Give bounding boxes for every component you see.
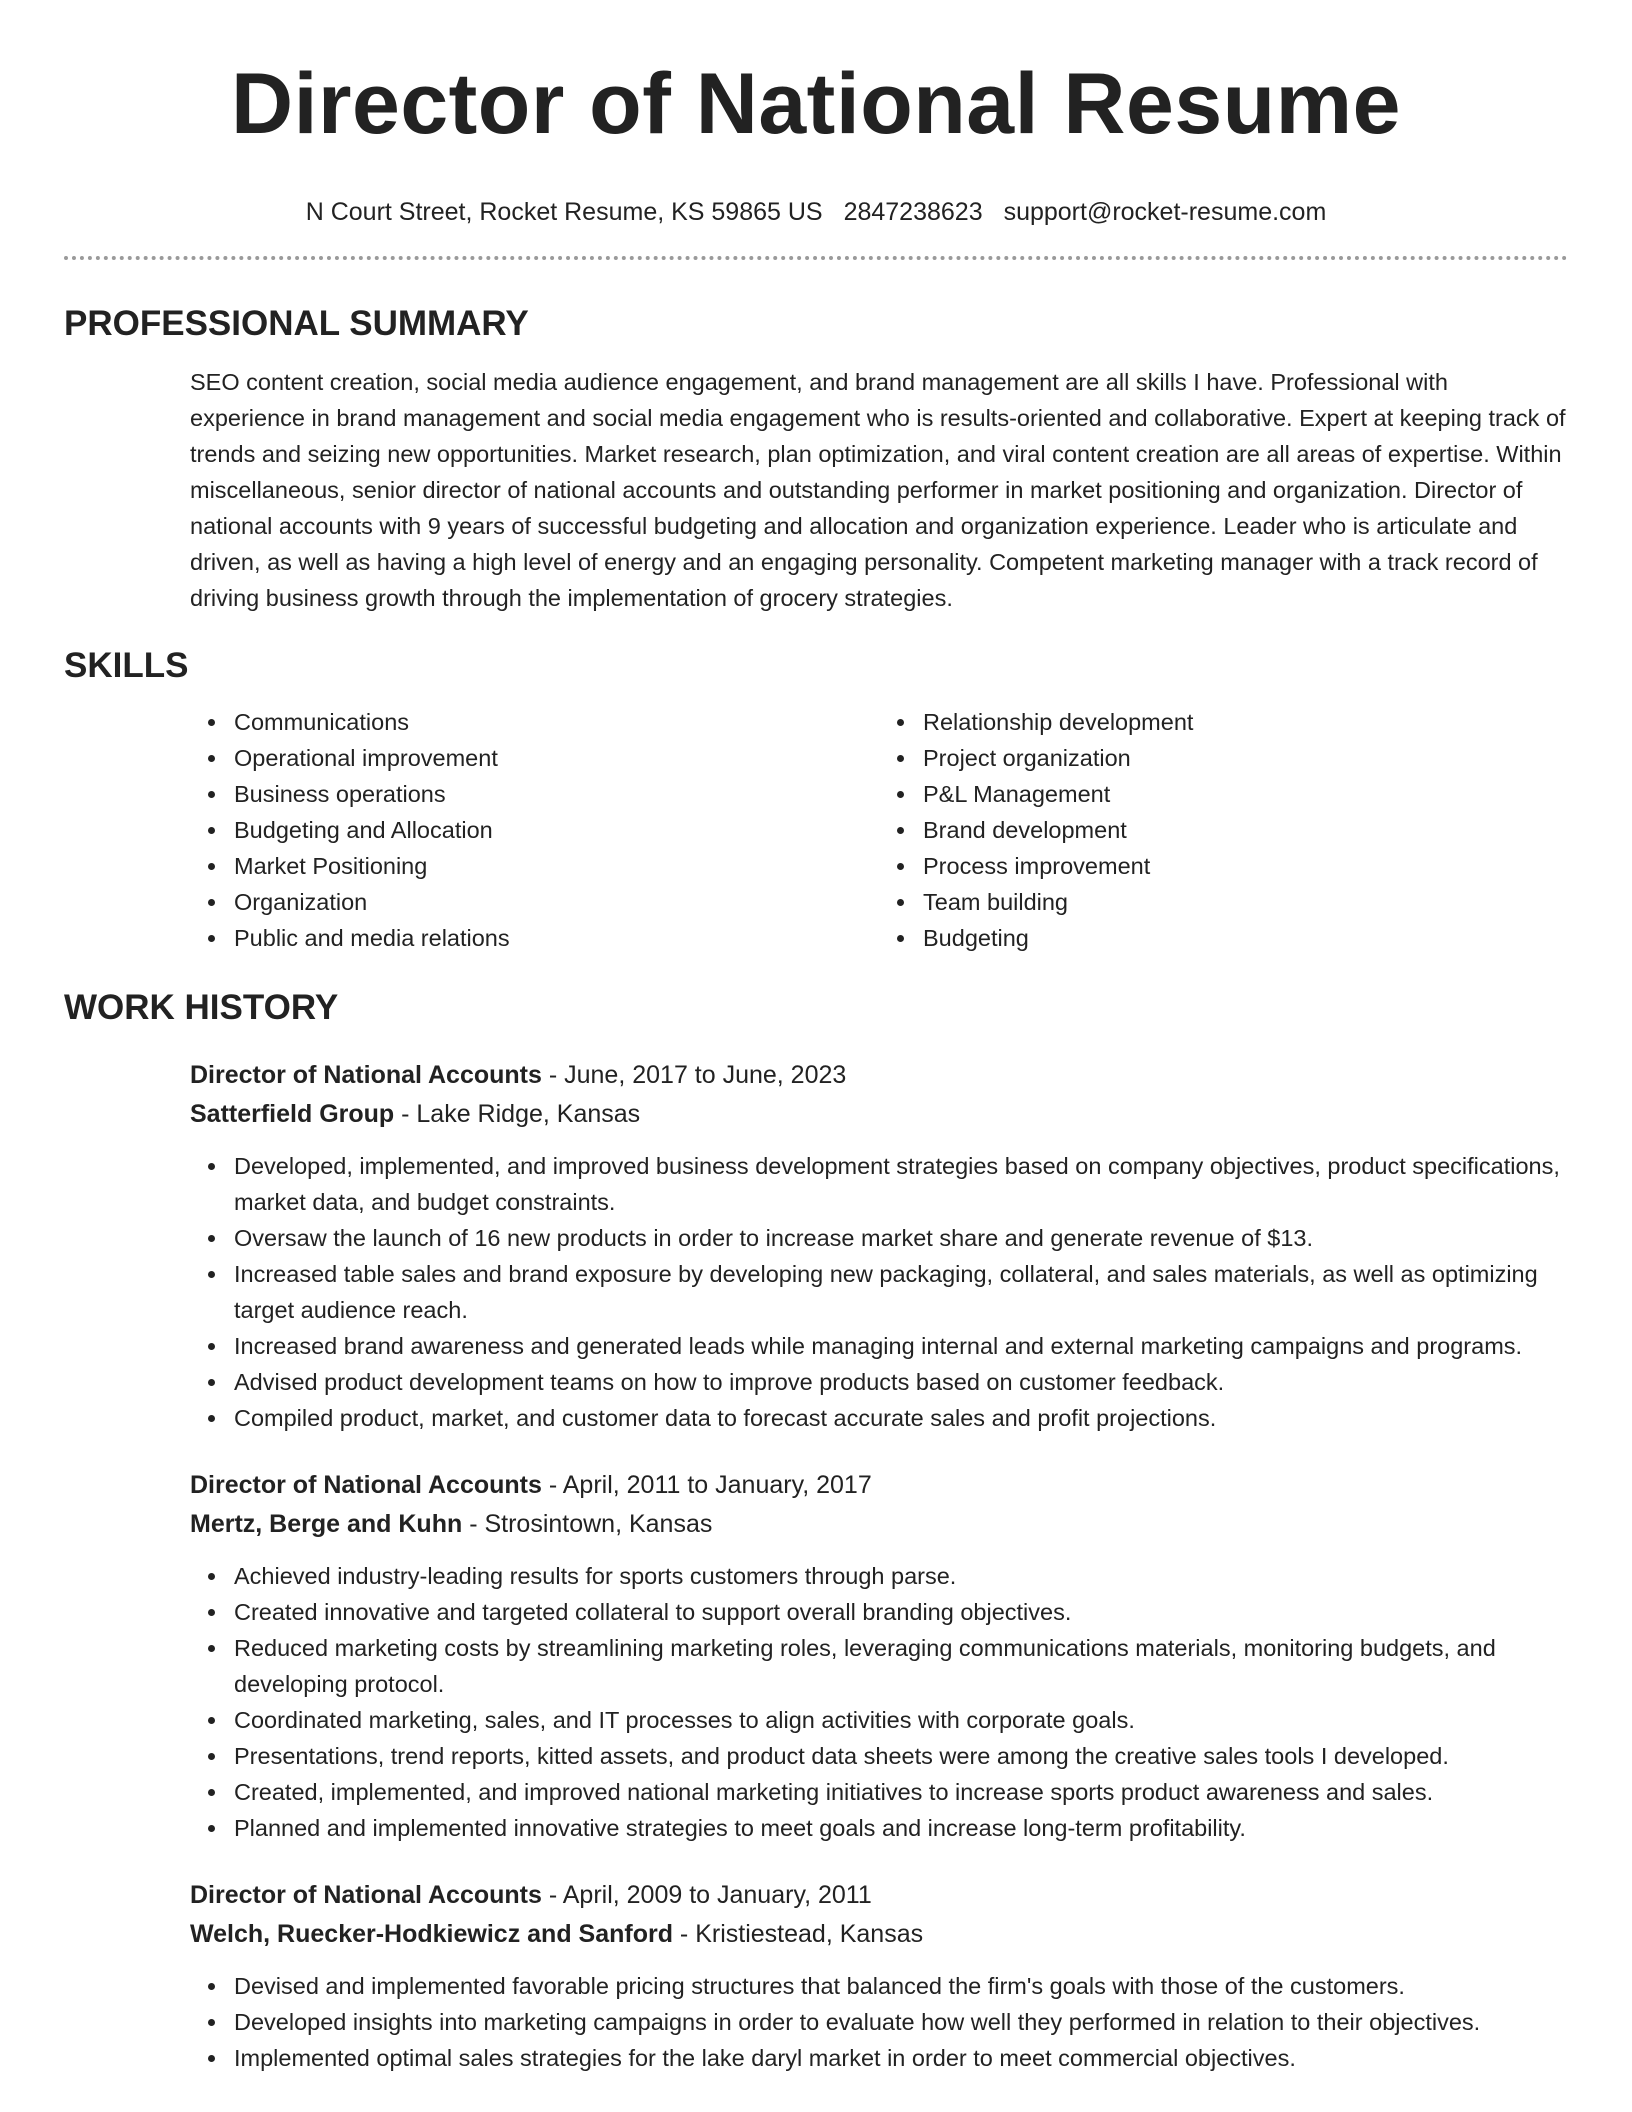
work-history-section	[64, 986, 1568, 2076]
job-bullet: Achieved industry-leading results for sports customers through parse.	[234, 1558, 1568, 1594]
job-bullet: Increased table sales and brand exposure by developing new packaging, collateral, and sales materials, as well as optimizing target audience reach.	[234, 1256, 1568, 1328]
job-location: - Lake Ridge, Kansas	[394, 1100, 641, 1128]
job-role: Director of National Accounts	[190, 1471, 542, 1499]
resume-page	[64, 0, 1568, 2076]
skill-item: Business operations	[234, 776, 879, 812]
job-bullet: Planned and implemented innovative strategies to meet goals and increase long-term profitability.	[234, 1810, 1568, 1846]
job-bullet: Created innovative and targeted collateral to support overall branding objectives.	[234, 1594, 1568, 1630]
skill-item: Process improvement	[923, 848, 1568, 884]
job-dates: - April, 2011 to January, 2017	[541, 1471, 872, 1499]
job-bullet: Implemented optimal sales strategies for the lake daryl market in order to meet commercial objectives.	[234, 2040, 1568, 2076]
skills-section	[64, 644, 1568, 956]
job-company-line	[190, 1915, 1568, 1954]
job-title-line	[190, 1466, 1568, 1505]
job-bullet: Reduced marketing costs by streamlining marketing roles, leveraging communications materials, monitoring budgets, and developing protocol.	[234, 1630, 1568, 1702]
skill-item: Market Positioning	[234, 848, 879, 884]
job-bullet: Advised product development teams on how to improve products based on customer feedback.	[234, 1364, 1568, 1400]
skill-item: Project organization	[923, 740, 1568, 776]
job-bullet: Coordinated marketing, sales, and IT processes to align activities with corporate goals.	[234, 1702, 1568, 1738]
job-company: Mertz, Berge and Kuhn	[190, 1510, 463, 1538]
job-bullets	[190, 1968, 1568, 2076]
job-bullet: Presentations, trend reports, kitted assets, and product data sheets were among the creative sales tools I developed.	[234, 1738, 1568, 1774]
job-title-line	[190, 1056, 1568, 1095]
job-company: Welch, Ruecker-Hodkiewicz and Sanford	[190, 1920, 673, 1948]
contact-address: N Court Street, Rocket Resume, KS 59865 US	[305, 198, 823, 226]
work-history-heading: WORK HISTORY	[64, 988, 339, 1027]
job-dates: - June, 2017 to June, 2023	[541, 1061, 847, 1089]
job-bullet: Increased brand awareness and generated leads while managing internal and external marketing campaigns and programs.	[234, 1328, 1568, 1364]
job-company-line	[190, 1095, 1568, 1134]
skills-left-column	[190, 704, 879, 956]
skill-item: Budgeting and Allocation	[234, 812, 879, 848]
summary-heading: PROFESSIONAL SUMMARY	[64, 304, 529, 343]
job-role: Director of National Accounts	[190, 1881, 542, 1909]
skill-item: Organization	[234, 884, 879, 920]
header-divider	[64, 256, 1568, 260]
skill-item: Budgeting	[923, 920, 1568, 956]
job-role: Director of National Accounts	[190, 1061, 542, 1089]
job-bullet: Developed, implemented, and improved business development strategies based on company objectives, product specifications, market data, and budget constraints.	[234, 1148, 1568, 1220]
job-bullets	[190, 1148, 1568, 1436]
skill-item: Communications	[234, 704, 879, 740]
job-bullet: Devised and implemented favorable pricing structures that balanced the firm's goals with those of the customers.	[234, 1968, 1568, 2004]
job-entry	[190, 1466, 1568, 1846]
skills-right-column	[879, 704, 1568, 956]
resume-name: Director of National Resume	[231, 56, 1401, 152]
skill-item: Brand development	[923, 812, 1568, 848]
skill-item: Team building	[923, 884, 1568, 920]
job-company-line	[190, 1505, 1568, 1544]
job-location: - Kristiestead, Kansas	[672, 1920, 924, 1948]
job-bullet: Compiled product, market, and customer data to forecast accurate sales and profit projections.	[234, 1400, 1568, 1436]
summary-section	[64, 302, 1568, 616]
skills-columns	[190, 704, 1568, 956]
job-company: Satterfield Group	[190, 1100, 395, 1128]
summary-text: SEO content creation, social media audience engagement, and brand management are all skills I have. Professional with experience in brand management and social media engagement who is results-oriented and collaborative. Expert at keeping track of trends and seizing new opportunities. Market research, plan optimization, and viral content creation are all areas of expertise. Within miscellaneous, senior director of national accounts and outstanding performer in market positioning and organization. Director of national accounts with 9 years of successful budgeting and allocation and organization experience. Leader who is articulate and driven, as well as having a high level of energy and an engaging personality. Competent marketing manager with a track record of driving business growth through the implementation of grocery strategies.	[190, 369, 1566, 611]
job-bullet: Created, implemented, and improved national marketing initiatives to increase sports product awareness and sales.	[234, 1774, 1568, 1810]
skill-item: Operational improvement	[234, 740, 879, 776]
contact-email: support@rocket-resume.com	[1003, 198, 1327, 226]
contact-phone: 2847238623	[843, 198, 983, 226]
job-location: - Strosintown, Kansas	[462, 1510, 713, 1538]
contact-line	[64, 196, 1568, 228]
skills-heading: SKILLS	[64, 646, 189, 685]
job-bullet: Oversaw the launch of 16 new products in order to increase market share and generate revenue of $13.	[234, 1220, 1568, 1256]
job-title-line	[190, 1876, 1568, 1915]
job-entry	[190, 1876, 1568, 2076]
skill-item: Relationship development	[923, 704, 1568, 740]
job-entry	[190, 1056, 1568, 1436]
job-dates: - April, 2009 to January, 2011	[541, 1881, 872, 1909]
job-bullet: Developed insights into marketing campaigns in order to evaluate how well they performed in relation to their objectives.	[234, 2004, 1568, 2040]
skill-item: Public and media relations	[234, 920, 879, 956]
skill-item: P&L Management	[923, 776, 1568, 812]
job-bullets	[190, 1558, 1568, 1846]
